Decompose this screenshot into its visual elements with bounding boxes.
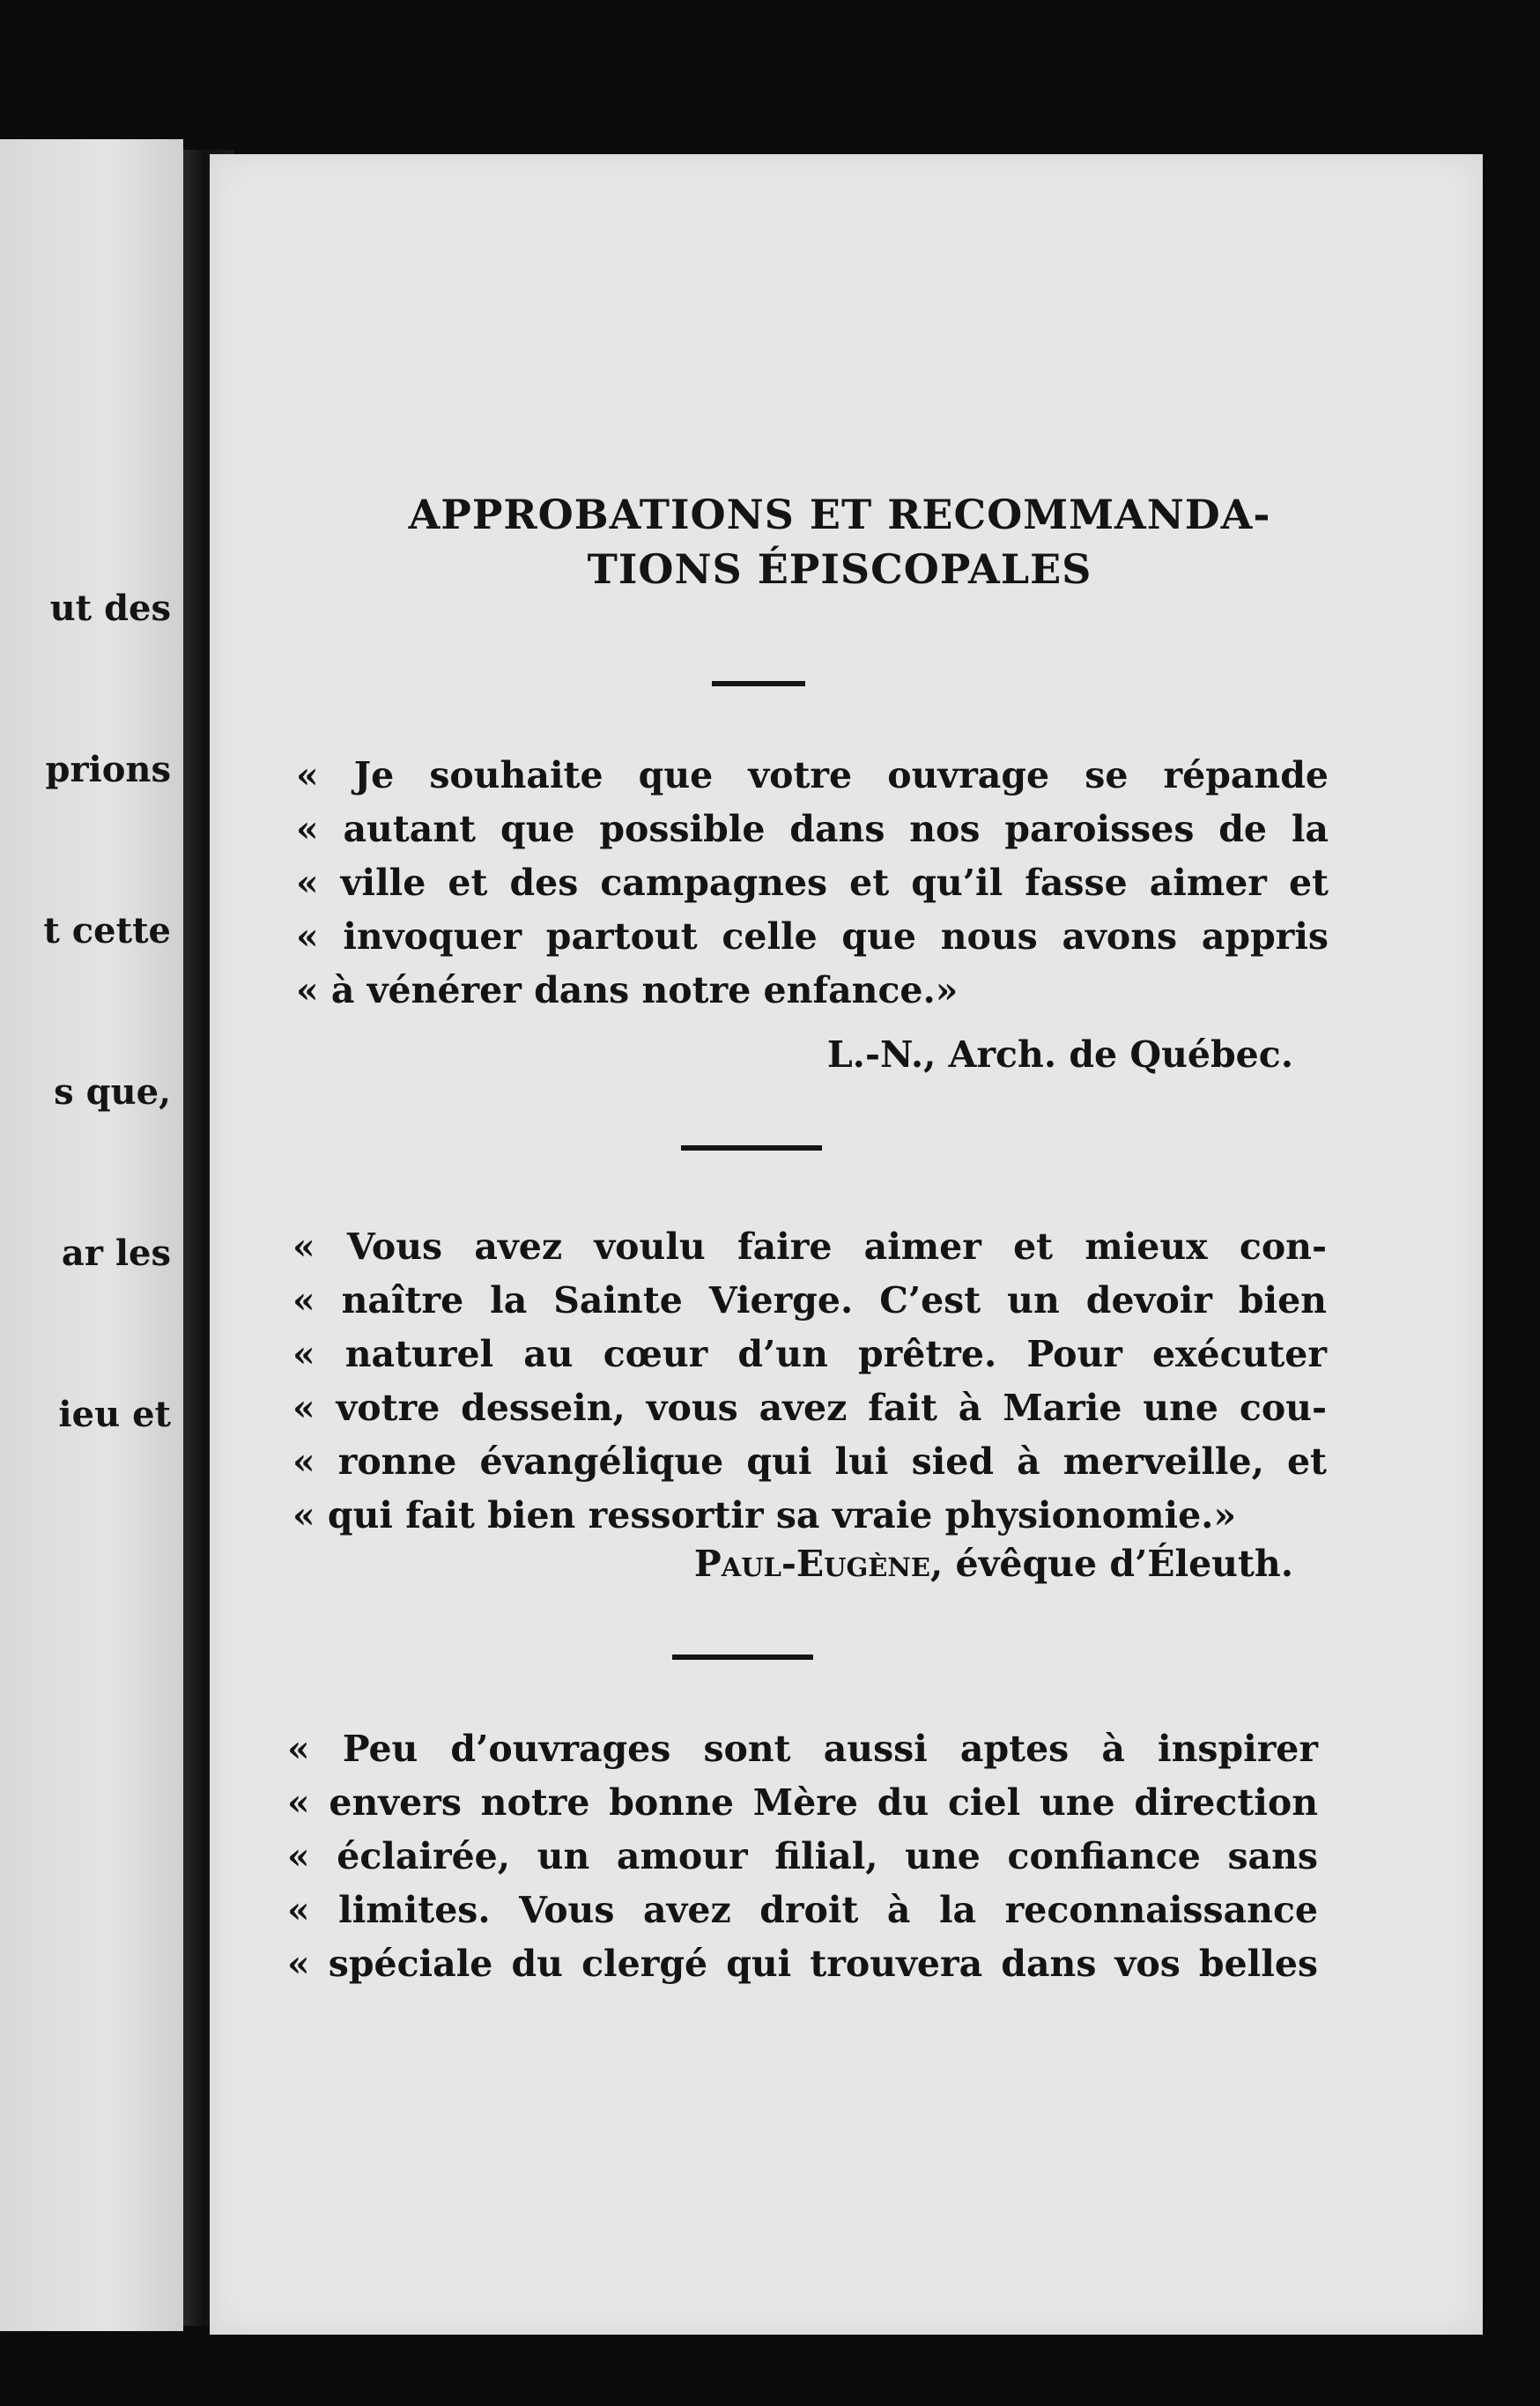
previous-page-line: ut des xyxy=(49,588,171,629)
quote-line: « votre dessein, vous avez fait à Marie une cou- xyxy=(292,1387,1327,1429)
quote-line: « Je souhaite que votre ouvrage se répande xyxy=(296,754,1329,796)
title-line-1: APPROBATIONS ET RECOMMANDA- xyxy=(408,491,1271,538)
page xyxy=(210,154,1483,2335)
quote-line: « ville et des campagnes et qu’il fasse aimer et xyxy=(296,862,1329,904)
signature-name: Paul-Eugène xyxy=(693,1543,930,1585)
previous-page-line: t cette xyxy=(43,910,171,951)
section-divider xyxy=(712,681,805,686)
quote-line: « envers notre bonne Mère du ciel une direction xyxy=(287,1781,1318,1824)
quote-line: « invoquer partout celle que nous avons appris xyxy=(296,915,1329,958)
title-line-2: TIONS ÉPISCOPALES xyxy=(587,545,1092,593)
quote-line: « naître la Sainte Vierge. C’est un devoir bien xyxy=(292,1279,1327,1321)
section-divider xyxy=(681,1145,822,1151)
previous-page-fragment xyxy=(0,139,183,2331)
quote-line: « spéciale du clergé qui trouvera dans vos belles xyxy=(287,1943,1318,1985)
previous-page-line: prions xyxy=(45,749,171,790)
page-content xyxy=(210,154,1483,2335)
signature-1: L.-N., Arch. de Québec. xyxy=(826,1033,1293,1076)
quote-2 xyxy=(292,1220,1327,1543)
page-title xyxy=(298,487,1381,596)
quote-line: « ronne évangélique qui lui sied à merveille, et xyxy=(292,1440,1327,1483)
signature-title: , évêque d’Éleuth. xyxy=(929,1543,1293,1585)
quote-line: « limites. Vous avez droit à la reconnaissance xyxy=(287,1889,1318,1931)
quote-line: « naturel au cœur d’un prêtre. Pour exécuter xyxy=(292,1333,1327,1375)
section-divider xyxy=(672,1655,813,1660)
quote-3 xyxy=(287,1722,1318,1991)
previous-page-line: ieu et xyxy=(58,1394,171,1435)
signature-2 xyxy=(694,1537,1293,1591)
quote-line: « à vénérer dans notre enfance.» xyxy=(296,969,959,1011)
quote-line: « Peu d’ouvrages sont aussi aptes à inspirer xyxy=(287,1728,1318,1770)
quote-line: « qui fait bien ressortir sa vraie physionomie.» xyxy=(292,1494,1237,1536)
previous-page-line: s que, xyxy=(54,1071,171,1113)
quote-line: « autant que possible dans nos paroisses de la xyxy=(296,808,1329,850)
quote-1 xyxy=(296,749,1329,1018)
previous-page-text xyxy=(43,474,171,1549)
quote-line: « éclairée, un amour filial, une confiance sans xyxy=(287,1835,1318,1877)
quote-line: « Vous avez voulu faire aimer et mieux con- xyxy=(292,1225,1327,1268)
previous-page-line: ar les xyxy=(61,1233,171,1274)
